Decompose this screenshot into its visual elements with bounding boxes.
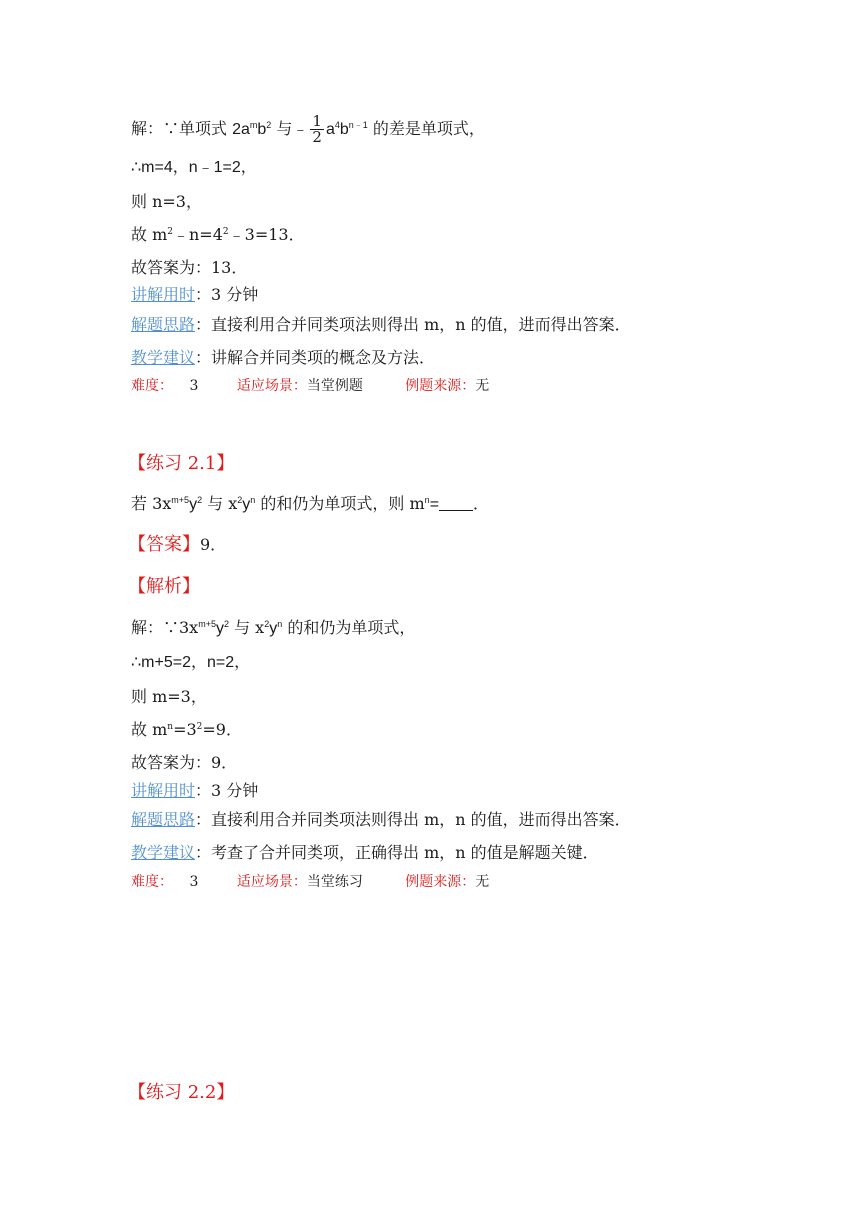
text: ：考查了合并同类项，正确得出 m，n 的值是解题关键． xyxy=(195,843,599,862)
solution-line-3: 则 m=3， xyxy=(131,687,207,706)
text: ：直接利用合并同类项法则得出 m，n 的值，进而得出答案． xyxy=(195,810,631,829)
solution-line-1 xyxy=(131,618,415,639)
exercise-2-1-question xyxy=(131,494,489,515)
text: 解：∵单项式 xyxy=(131,119,233,138)
text: 的和仍为单项式，则 m xyxy=(255,494,425,513)
text: ． xyxy=(473,494,490,513)
meta-line xyxy=(131,872,489,892)
lecture-time xyxy=(131,781,258,801)
superscript: n xyxy=(277,619,283,629)
text: b xyxy=(339,121,349,138)
solution-idea xyxy=(131,315,631,335)
text: ：3 分钟 xyxy=(195,781,259,800)
teaching-advice-link[interactable]: 教学建议 xyxy=(131,348,196,367)
difficulty-label: 难度： xyxy=(131,378,173,394)
fraction-numerator: 1 xyxy=(312,112,322,130)
difficulty-value: 3 xyxy=(189,874,199,890)
text: = xyxy=(429,496,440,513)
solution-line-2: ∴m=4，n﹣1=2， xyxy=(131,159,257,176)
text: 与﹣ xyxy=(271,119,309,138)
teaching-advice xyxy=(131,843,599,863)
text: ﹣3=13． xyxy=(228,225,305,244)
text: 与 x xyxy=(202,494,238,513)
lecture-time-link[interactable]: 讲解用时 xyxy=(131,781,196,800)
text: =3 xyxy=(173,720,197,739)
superscript: 4 xyxy=(334,120,340,130)
superscript: n xyxy=(250,495,256,505)
lecture-time xyxy=(131,285,258,305)
text: y xyxy=(242,496,251,513)
text: ﹣n=4 xyxy=(173,225,223,244)
fraction-denominator: 2 xyxy=(312,128,322,146)
source-label: 例题来源： xyxy=(405,378,476,394)
superscript: 2 xyxy=(237,495,243,505)
solution-idea-link[interactable]: 解题思路 xyxy=(131,315,196,334)
scene-label: 适应场景： xyxy=(236,378,307,394)
exercise-2-2-title: 【练习 2.2】 xyxy=(128,1082,235,1103)
lecture-time-link[interactable]: 讲解用时 xyxy=(131,285,196,304)
scene-value: 当堂练习 xyxy=(306,874,363,890)
answer-heading xyxy=(128,535,226,555)
text: 的和仍为单项式， xyxy=(282,618,416,637)
text: 与 x xyxy=(229,618,265,637)
superscript: n﹣1 xyxy=(348,120,368,130)
superscript: 2 xyxy=(167,227,173,237)
exercise-2-1-title: 【练习 2.1】 xyxy=(128,453,235,474)
answer-line: 故答案为：9． xyxy=(131,753,238,772)
superscript: n xyxy=(424,495,430,505)
superscript: 2 xyxy=(222,227,229,237)
solution-line-3: 则 n=3， xyxy=(131,192,202,211)
teaching-advice xyxy=(131,348,435,368)
superscript: 2 xyxy=(223,619,229,629)
superscript: 2 xyxy=(264,619,270,629)
text: ：直接利用合并同类项法则得出 m，n 的值，进而得出答案． xyxy=(195,315,631,334)
solution-idea-link[interactable]: 解题思路 xyxy=(131,810,196,829)
scene-label: 适应场景： xyxy=(236,874,307,890)
solution-line-4 xyxy=(131,720,242,740)
text: y xyxy=(215,620,224,637)
scene-value: 当堂例题 xyxy=(306,378,363,394)
source-value: 无 xyxy=(475,874,490,890)
solution-line-2: ∴m+5=2，n=2， xyxy=(131,654,251,671)
text: y xyxy=(189,496,198,513)
superscript: 2 xyxy=(196,722,203,732)
difficulty-label: 难度： xyxy=(131,874,173,890)
meta-line xyxy=(131,376,489,396)
text: a xyxy=(325,121,335,138)
text: ：3 分钟 xyxy=(195,285,259,304)
text: 若 3x xyxy=(131,494,172,513)
source-label: 例题来源： xyxy=(405,874,476,890)
superscript: m+5 xyxy=(198,619,216,629)
teaching-advice-link[interactable]: 教学建议 xyxy=(131,843,196,862)
superscript: m+5 xyxy=(171,495,190,505)
superscript: n xyxy=(167,722,174,732)
text: y xyxy=(269,620,278,637)
answer-title: 【答案】 xyxy=(128,534,200,555)
solution-line-1 xyxy=(131,114,485,145)
text: 解：∵3x xyxy=(131,618,199,637)
difficulty-value: 3 xyxy=(189,378,199,394)
source-value: 无 xyxy=(475,378,490,394)
superscript: 2 xyxy=(197,495,203,505)
text: 故 m xyxy=(131,225,168,244)
answer-blank xyxy=(439,496,473,511)
answer-value: 9． xyxy=(200,535,227,554)
text: 故 m xyxy=(131,720,168,739)
fraction xyxy=(310,114,324,145)
analysis-title: 【解析】 xyxy=(128,576,200,597)
superscript: m xyxy=(249,120,258,130)
solution-idea xyxy=(131,810,631,830)
text: 2a xyxy=(232,121,250,138)
text: =9． xyxy=(202,720,242,739)
text: ：讲解合并同类项的概念及方法． xyxy=(195,348,436,367)
text: b xyxy=(257,121,267,138)
solution-line-4 xyxy=(131,225,305,245)
superscript: 2 xyxy=(266,120,272,130)
answer-line: 故答案为：13． xyxy=(131,258,248,277)
text: 的差是单项式， xyxy=(367,119,485,138)
